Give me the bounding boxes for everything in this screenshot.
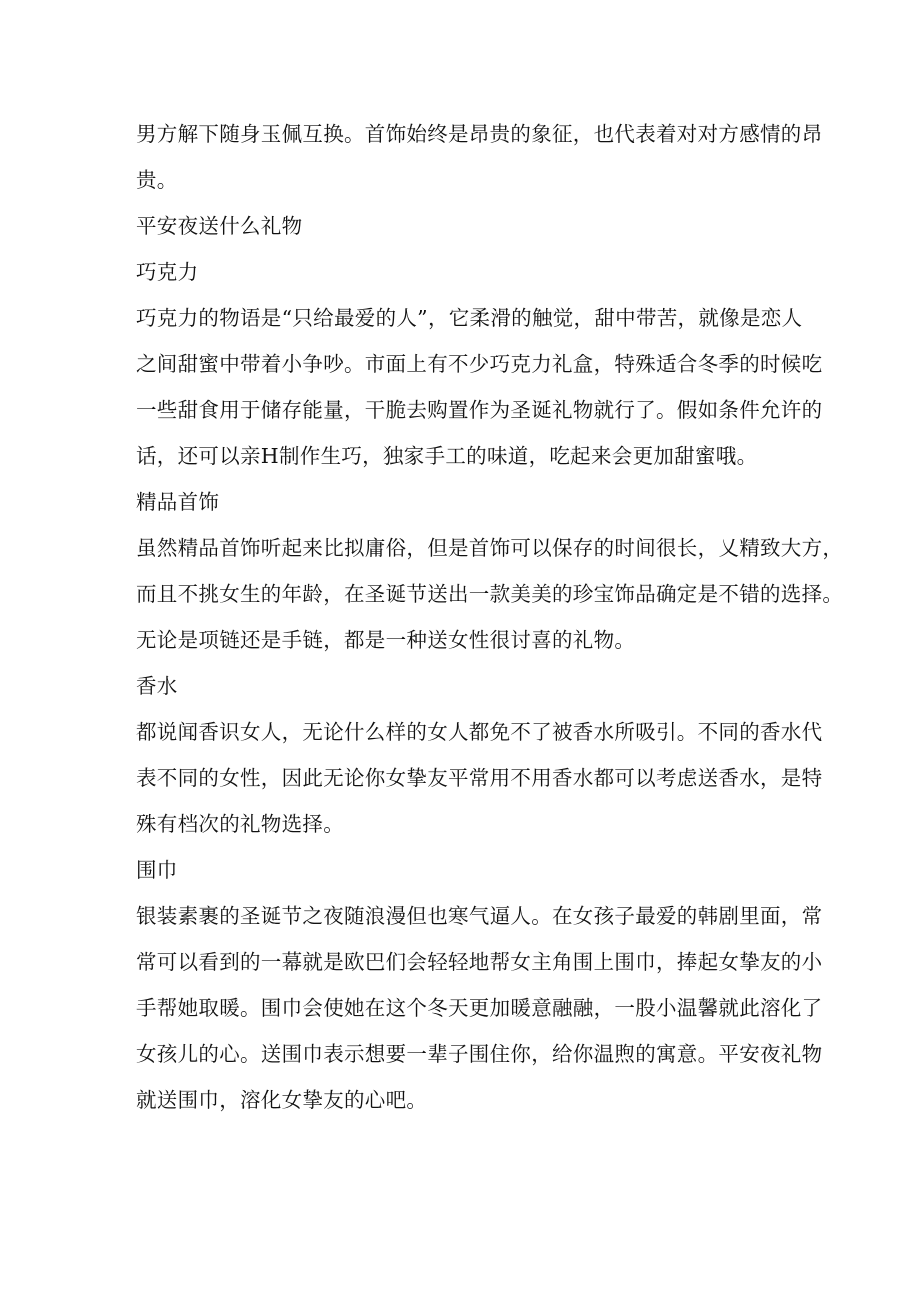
paragraph-jewelry-intro <box>136 111 823 203</box>
text-line: 都说闻香识女人，无论什么样的女人都免不了被香水所吸引。不同的香水代 <box>136 720 823 744</box>
subheading-perfume: 香水 <box>136 674 178 698</box>
paragraph-jewelry <box>136 525 844 663</box>
text-line: 常可以看到的一幕就是欧巴们会轻轻地帮女主角围上围巾，捧起女挚友的小 <box>136 950 823 974</box>
text-line: 银装素裹的圣诞节之夜随浪漫但也寒气逼人。在女孩子最爱的韩剧里面，常 <box>136 904 823 928</box>
text-line: 女孩儿的心。送围巾表示想要一辈子围住你，给你温煦的寓意。平安夜礼物 <box>136 1042 823 1066</box>
paragraph-scarf <box>136 893 823 1123</box>
subheading-chocolate: 巧克力 <box>136 260 199 284</box>
text-line: 贵。 <box>136 168 178 192</box>
document-body <box>136 111 844 1123</box>
paragraph-chocolate <box>136 295 823 479</box>
section-heading: 平安夜送什么礼物 <box>136 214 303 238</box>
text-line: 手帮她取暖。围巾会使她在这个冬天更加暖意融融，一股小温馨就此溶化了 <box>136 996 823 1020</box>
text-line: 就送围巾，溶化女挚友的心吧。 <box>136 1088 428 1112</box>
text-line: 巧克力的物语是“只给最爱的人”，它柔滑的触觉，甜中带苦，就像是恋人 <box>136 306 803 330</box>
text-line: 话，还可以亲H制作生巧，独家手工的味道，吃起来会更加甜蜜哦。 <box>136 444 758 468</box>
text-line: 虽然精品首饰听起来比拟庸俗，但是首饰可以保存的时间很长，乂精致大方， <box>136 536 844 560</box>
text-line: 一些甜食用于储存能量，干脆去购置作为圣诞礼物就行了。假如条件允许的 <box>136 398 823 422</box>
text-line: 殊有档次的礼物选择。 <box>136 812 344 836</box>
text-line: 男方解下随身玉佩互换。首饰始终是昂贵的象征，也代表着对对方感情的昂 <box>136 122 823 146</box>
subheading-scarf: 围巾 <box>136 858 178 882</box>
text-line: 之间甜蜜中带着小争吵。市面上有不少巧克力礼盒，特殊适合冬季的时候吃 <box>136 352 823 376</box>
text-line: 而且不挑女生的年龄，在圣诞节送出一款美美的珍宝饰品确定是不错的选择。 <box>136 582 844 606</box>
text-line: 表不同的女性，因此无论你女挚友平常用不用香水都可以考虑送香水，是特 <box>136 766 823 790</box>
paragraph-perfume <box>136 709 823 847</box>
subheading-jewelry: 精品首饰 <box>136 490 220 514</box>
text-line: 无论是项链还是手链，都是一种送女性很讨喜的礼物。 <box>136 628 636 652</box>
